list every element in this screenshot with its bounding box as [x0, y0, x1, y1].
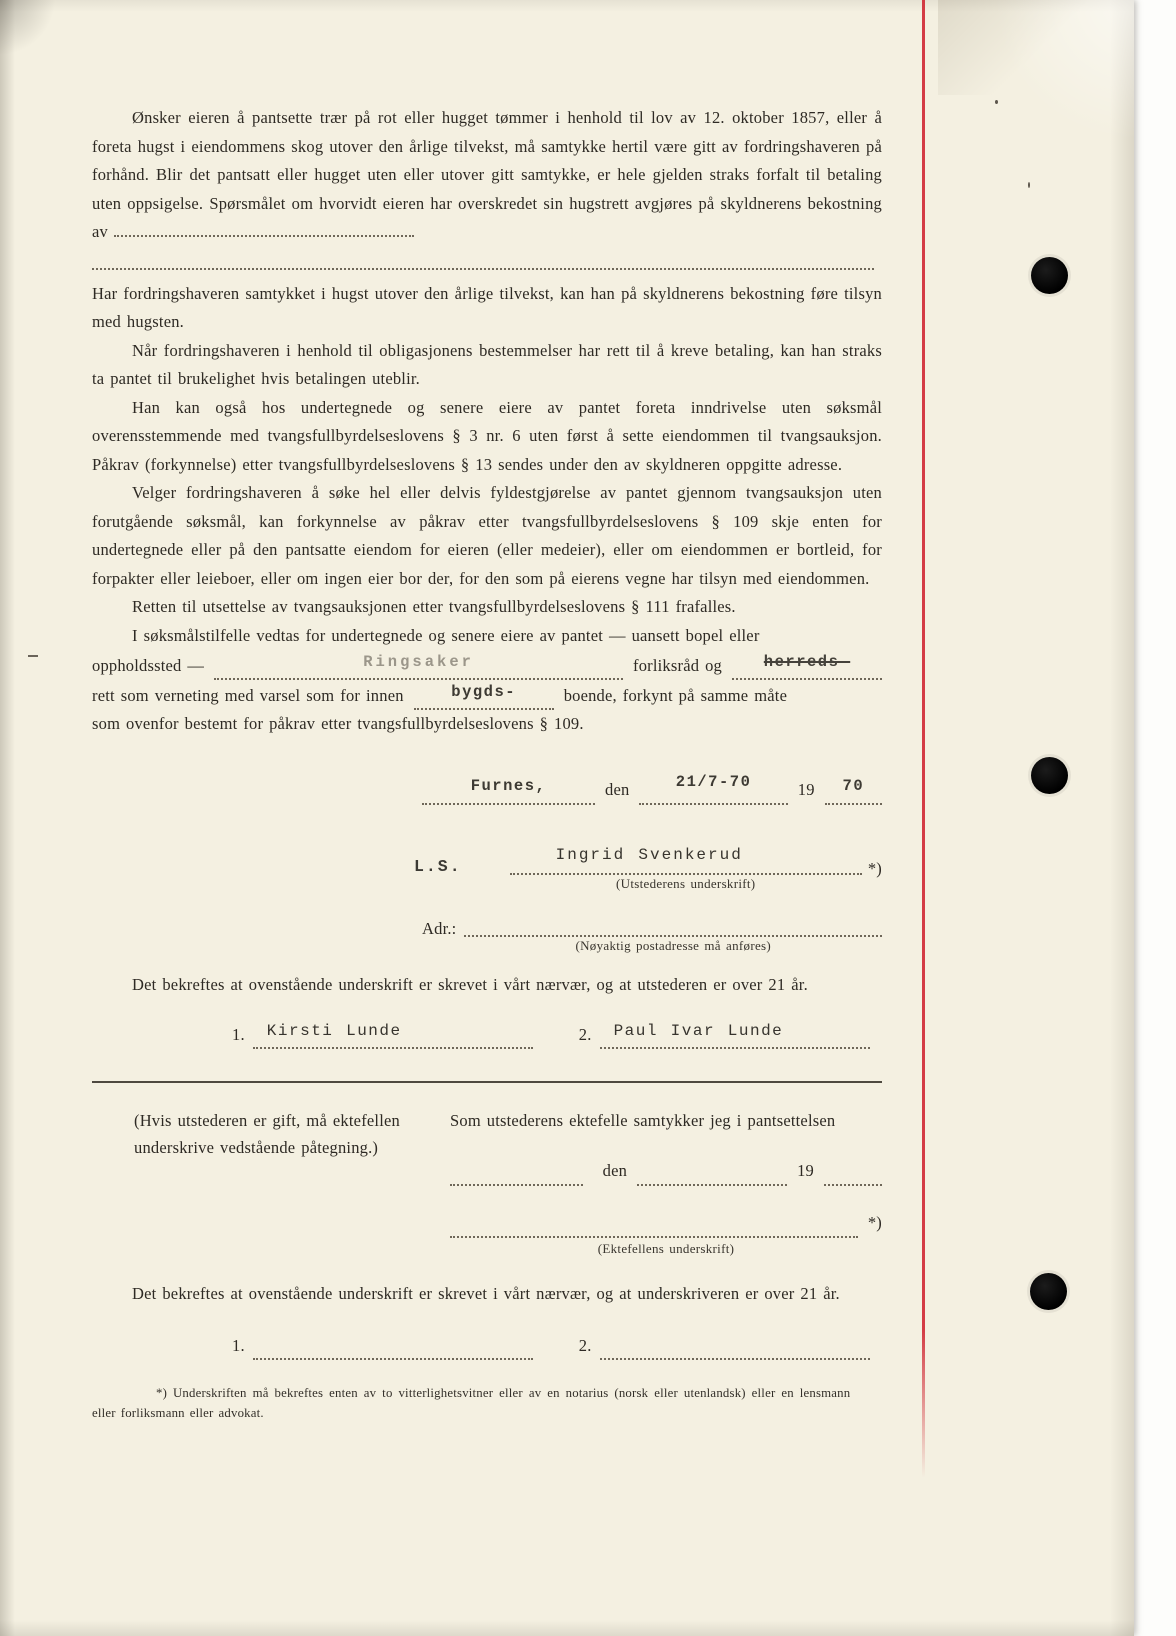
venue-blank: [214, 652, 623, 680]
dotted-blank: [114, 223, 414, 237]
section-divider: [92, 1081, 882, 1083]
clause-tilsyn-paragraph: Har fordringshaveren samtykket i hugst utover den årlige tilvekst, kan han på skyldnerens bekostning føre tilsyn med hugsten.: [92, 283, 882, 331]
witness-1-name-typed: Kirsti Lunde: [266, 1021, 402, 1040]
place-typed: Furnes,: [470, 777, 547, 795]
spouse-consent-section: [92, 1107, 882, 1258]
date-blank: [639, 773, 787, 805]
spouse-place-blank: [450, 1166, 583, 1186]
margin-mark: [28, 655, 38, 657]
clause-verneting-line1: I søksmålstilfelle vedtas for undertegnede og senere eiere av pantet — uansett bopel eller: [132, 625, 760, 645]
spouse-footnote-star: *): [867, 1213, 882, 1232]
court-fill-line: [92, 680, 882, 710]
dust-speck: [995, 100, 998, 104]
spouse-signature-line-row: [450, 1208, 882, 1238]
signer-name-typed: Ingrid Svenkerud: [555, 846, 743, 864]
spouse-den-label: den: [602, 1161, 628, 1180]
witness-4-number: 2.: [578, 1335, 592, 1355]
year-typed: 70: [842, 777, 865, 795]
clause-utsettelse-paragraph: Retten til utsettelse av tvangsauksjonen etter tvangsfullbyrdelseslovens § 111 frafalles.: [132, 597, 736, 616]
address-row: [422, 915, 882, 955]
den-label: den: [605, 780, 630, 799]
clause-timber-text: Ønsker eieren å pantsette trær på rot eller hugget tømmer i henhold til lov av 12. oktober 1857, eller å foreta hugst i eiendommens skog utover den årlige tilvekst, må samtykke hertil være gitt av fordringshaveren på forhånd. Blir det pantsatt eller hugget uten eller utover gitt samtykke, er hele gjelden straks forfalt til betaling uten oppsigelse. Spørsmålet om hvorvidt eieren har overskredet sin hugstrett avgjøres på skyldnerens bekostning av: [92, 108, 882, 241]
address-area: [464, 915, 882, 955]
clause-tvangsauksjon-paragraph: Velger fordringshaveren å søke hel eller delvis fyldestgjørelse av pantet gjennom tvangsauksjon uten forutgående søksmål, kan forkynnelse av påkrav etter tvangsfullbyrdelseslovens § 109 skje enten for undertegnede eller på den pantsatte eiendom for eieren (eller medeier), eller om eiendommen er bortleid, for forpakter eller leieboer, eller om ingen eier bor der, for den som på eierens vegne har tilsyn med eiendommen.: [92, 483, 882, 588]
witness-2-number: 2.: [578, 1024, 592, 1044]
forliksrad-label: forliksråd og: [633, 655, 722, 675]
witness-2-name-typed: Paul Ivar Lunde: [613, 1021, 784, 1040]
spouse-signature-caption: (Ektefellens underskrift): [597, 1240, 735, 1256]
spouse-consent-area: [450, 1107, 882, 1258]
verneting-line3-end: boende, forkynt på samme måte: [563, 685, 788, 705]
footnote-star: *): [867, 858, 882, 878]
verneting-line2-start: oppholdssted —: [92, 655, 205, 675]
witness-4-line: [600, 1340, 870, 1360]
witness-3-number: 1.: [232, 1335, 245, 1355]
venue-fill-line: [92, 650, 882, 680]
bygds-typed: bygds-: [451, 682, 517, 701]
form-content: [92, 104, 882, 1423]
signature-row: [92, 846, 882, 893]
clause-betaling-paragraph: Når fordringshaveren i henhold til obligasjonens bestemmelser har rett til å kreve betaling, kan han straks ta pantet til brukelighet hvis betalingen uteblir.: [92, 340, 882, 388]
witness-attestation-1: Det bekreftes at ovenstående underskrift er skrevet i vårt nærvær, og at utstederen er over 21 år.: [132, 974, 808, 994]
spouse-consent-text: Som utstederens ektefelle samtykker jeg i pantsettelsen: [450, 1111, 836, 1130]
footnote-text: *) Underskriften må bekreftes enten av to vitterlighetsvitner eller av en notarius (norsk eller utenlandsk) eller en lensmann eller forliksmann eller advokat.: [92, 1386, 851, 1420]
verneting-line3-start: rett som verneting med varsel som for innen: [92, 685, 404, 705]
witness-2-line: [600, 1021, 870, 1049]
bygds-blank: [414, 682, 554, 710]
hole-punch-bottom: [1030, 1273, 1067, 1310]
date-typed: 21/7-70: [675, 773, 752, 791]
year-blank: [825, 777, 882, 805]
dotted-blank-line: [92, 252, 874, 270]
clause-verneting-line4: som ovenfor bestemt for påkrav etter tvangsfullbyrdelseslovens § 109.: [92, 714, 584, 733]
signature-caption: (Utstederens underskrift): [616, 875, 756, 891]
witness-1-number: 1.: [232, 1024, 245, 1044]
venue-typed: Ringsaker: [363, 652, 474, 671]
hole-punch-middle: [1031, 757, 1068, 794]
clause-inndrivelse-paragraph: Han kan også hos undertegnede og senere eiere av pantet foreta inndrivelse uten søksmål overensstemmende med tvangsfullbyrdelseslovens § 3 nr. 6 uten først å sette eiendommen til tvangsauksjon. Påkrav (forkynnelse) etter tvangsfullbyrdelseslovens § 13 sendes under den av skyldneren oppgitte adresse.: [92, 397, 882, 474]
address-caption: (Nøyaktig postadresse må anføres): [575, 937, 772, 953]
spouse-year-blank: [824, 1166, 882, 1186]
place-blank: [422, 777, 595, 805]
dust-speck: [1028, 182, 1030, 188]
year-printed: 19: [797, 780, 815, 799]
address-blank: [464, 915, 882, 937]
witness-signatures-row: [232, 1021, 882, 1049]
spouse-signature-blank: [450, 1218, 858, 1238]
witness-1-line: [253, 1021, 533, 1049]
spouse-note: (Hvis utstederen er gift, må ektefellen underskrive vedstående påtegning.): [134, 1111, 400, 1157]
signature-line: [510, 846, 862, 875]
signature-area: [510, 846, 862, 893]
clause-timber-paragraph: [92, 104, 882, 247]
spouse-year-printed: 19: [797, 1161, 814, 1180]
witness-3-line: [253, 1340, 533, 1360]
witness-signatures-row-2: [232, 1332, 882, 1360]
red-margin-line: [922, 0, 925, 1478]
hole-punch-top: [1031, 257, 1068, 294]
paper-crease: [938, 0, 1088, 95]
date-line: [422, 775, 882, 805]
spouse-date-blank: [637, 1166, 787, 1186]
court-type-typed: herreds-: [763, 652, 851, 671]
ls-seal-label: L.S.: [414, 856, 462, 876]
court-type-blank: [732, 652, 882, 680]
witness-attestation-2: Det bekreftes at ovenstående underskrift er skrevet i vårt nærvær, og at underskriveren er over 21 år.: [132, 1283, 840, 1303]
spouse-date-line: [450, 1156, 882, 1186]
address-label: Adr.:: [422, 918, 457, 938]
